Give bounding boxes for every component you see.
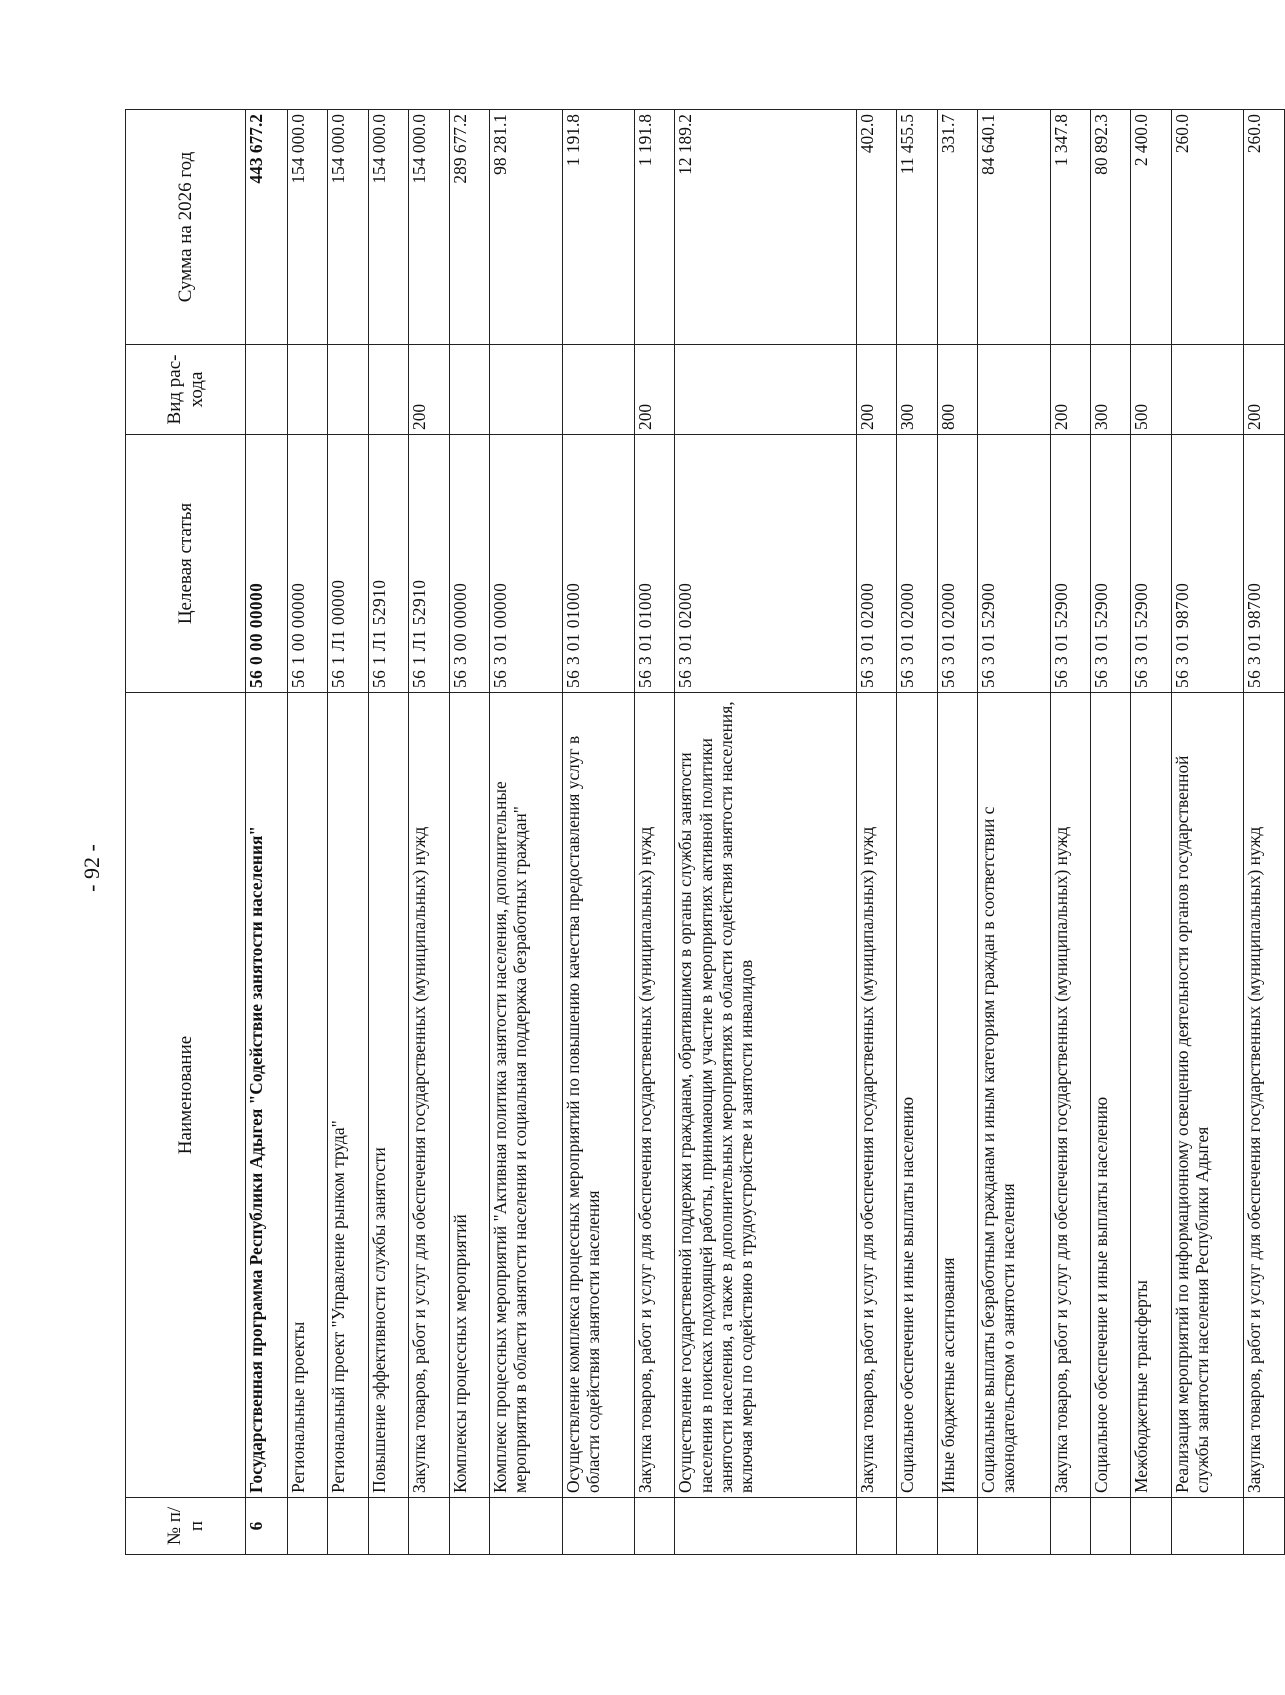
- header-code: Целевая статья: [126, 435, 246, 693]
- header-name: Наименование: [126, 693, 246, 1498]
- cell-num: [937, 1498, 977, 1555]
- table-row: [1050, 110, 1090, 1555]
- budget-table-rotated: [125, 110, 1285, 1555]
- table-row: [1091, 110, 1131, 1555]
- cell-amount: 1 191.8: [562, 110, 635, 345]
- cell-code: 56 3 01 52900: [978, 435, 1051, 693]
- table-row: [287, 110, 327, 1555]
- cell-amount: 260.0: [1171, 110, 1244, 345]
- cell-name: Закупка товаров, работ и услуг для обеспечения государственных (муниципальных) нужд: [635, 693, 675, 1498]
- cell-amount: 154 000.0: [409, 110, 449, 345]
- cell-expense-type: 300: [1091, 345, 1131, 435]
- cell-code: 56 3 01 02000: [675, 435, 856, 693]
- cell-num: [449, 1498, 489, 1555]
- cell-name: Закупка товаров, работ и услуг для обеспечения государственных (муниципальных) нужд: [409, 693, 449, 1498]
- table-row: [562, 110, 635, 1555]
- cell-amount: 260.0: [1244, 110, 1285, 345]
- table-row: [1171, 110, 1244, 1555]
- cell-expense-type: [675, 345, 856, 435]
- cell-name: Закупка товаров, работ и услуг для обеспечения государственных (муниципальных) нужд: [1244, 693, 1285, 1498]
- cell-name: Повышение эффективности службы занятости: [368, 693, 408, 1498]
- cell-name: Осуществление комплекса процессных мероприятий по повышению качества предоставления услуг в области содействия занятости населения: [562, 693, 635, 1498]
- cell-amount: 12 189.2: [675, 110, 856, 345]
- cell-num: 6: [246, 1498, 288, 1555]
- cell-code: 56 3 01 52900: [1091, 435, 1131, 693]
- cell-amount: 154 000.0: [368, 110, 408, 345]
- table-row: [328, 110, 368, 1555]
- table-row: [635, 110, 675, 1555]
- cell-num: [635, 1498, 675, 1555]
- cell-code: 56 3 00 00000: [449, 435, 489, 693]
- cell-expense-type: 200: [409, 345, 449, 435]
- cell-code: 56 3 01 02000: [937, 435, 977, 693]
- cell-expense-type: 200: [1244, 345, 1285, 435]
- cell-expense-type: [449, 345, 489, 435]
- cell-code: 56 3 01 00000: [490, 435, 563, 693]
- cell-amount: 154 000.0: [328, 110, 368, 345]
- cell-code: 56 0 00 00000: [246, 435, 288, 693]
- cell-name: Комплексы процессных мероприятий: [449, 693, 489, 1498]
- cell-amount: 98 281.1: [490, 110, 563, 345]
- cell-amount: 154 000.0: [287, 110, 327, 345]
- cell-expense-type: [562, 345, 635, 435]
- cell-num: [287, 1498, 327, 1555]
- cell-name: Осуществление государственной поддержки гражданам, обратившимся в органы службы занятости населения в поисках подходящей работы, принимающим участие в мероприятиях активной политики занятости населения, а также в дополнительных мероприятиях в области содействия занятости населения, включая меры по содействию в трудоустройстве и занятости инвалидов: [675, 693, 856, 1498]
- cell-num: [490, 1498, 563, 1555]
- cell-code: 56 3 01 52900: [1050, 435, 1090, 693]
- cell-expense-type: 300: [897, 345, 937, 435]
- cell-name: Социальное обеспечение и иные выплаты населению: [1091, 693, 1131, 1498]
- cell-num: [1244, 1498, 1285, 1555]
- cell-num: [856, 1498, 896, 1555]
- table-row: [1131, 110, 1171, 1555]
- cell-expense-type: 200: [1050, 345, 1090, 435]
- cell-amount: 289 677.2: [449, 110, 489, 345]
- cell-num: [1131, 1498, 1171, 1555]
- cell-name: Закупка товаров, работ и услуг для обеспечения государственных (муниципальных) нужд: [856, 693, 896, 1498]
- cell-code: 56 3 01 98700: [1244, 435, 1285, 693]
- cell-name: Социальное обеспечение и иные выплаты населению: [897, 693, 937, 1498]
- cell-name: Региональные проекты: [287, 693, 327, 1498]
- cell-code: 56 3 01 98700: [1171, 435, 1244, 693]
- table-row: [449, 110, 489, 1555]
- cell-name: Иные бюджетные ассигнования: [937, 693, 977, 1498]
- table-row: [246, 110, 288, 1555]
- table-row: [675, 110, 856, 1555]
- cell-amount: 80 892.3: [1091, 110, 1131, 345]
- cell-amount: 443 677.2: [246, 110, 288, 345]
- cell-name: Закупка товаров, работ и услуг для обеспечения государственных (муниципальных) нужд: [1050, 693, 1090, 1498]
- cell-amount: 11 455.5: [897, 110, 937, 345]
- cell-code: 56 1 00 00000: [287, 435, 327, 693]
- cell-amount: 1 347.8: [1050, 110, 1090, 345]
- cell-amount: 2 400.0: [1131, 110, 1171, 345]
- cell-name: Межбюджетные трансферты: [1131, 693, 1171, 1498]
- cell-expense-type: 200: [635, 345, 675, 435]
- header-amount: Сумма на 2026 год: [126, 110, 246, 345]
- cell-amount: 1 191.8: [635, 110, 675, 345]
- table-row: [409, 110, 449, 1555]
- cell-expense-type: [287, 345, 327, 435]
- cell-expense-type: 800: [937, 345, 977, 435]
- cell-expense-type: [1171, 345, 1244, 435]
- cell-expense-type: 500: [1131, 345, 1171, 435]
- budget-table: [125, 109, 1285, 1555]
- cell-num: [409, 1498, 449, 1555]
- table-header-row: [126, 110, 246, 1555]
- cell-num: [897, 1498, 937, 1555]
- cell-code: 56 3 01 01000: [635, 435, 675, 693]
- cell-amount: 84 640.1: [978, 110, 1051, 345]
- cell-num: [675, 1498, 856, 1555]
- table-row: [1244, 110, 1285, 1555]
- cell-expense-type: 200: [856, 345, 896, 435]
- cell-code: 56 3 01 01000: [562, 435, 635, 693]
- table-row: [856, 110, 896, 1555]
- cell-code: 56 3 01 02000: [856, 435, 896, 693]
- cell-num: [1171, 1498, 1244, 1555]
- cell-expense-type: [328, 345, 368, 435]
- cell-expense-type: [246, 345, 288, 435]
- cell-name: Государственная программа Республики Адыгея "Содействие занятости населения": [246, 693, 288, 1498]
- cell-num: [1050, 1498, 1090, 1555]
- cell-num: [368, 1498, 408, 1555]
- cell-num: [978, 1498, 1051, 1555]
- cell-name: Комплекс процессных мероприятий "Активная политика занятости населения, дополнительные мероприятия в области занятости населения и социальная поддержка безработных граждан": [490, 693, 563, 1498]
- header-expense-type: Вид рас-хода: [126, 345, 246, 435]
- cell-expense-type: [490, 345, 563, 435]
- cell-num: [328, 1498, 368, 1555]
- cell-code: 56 1 Л1 52910: [409, 435, 449, 693]
- cell-name: Социальные выплаты безработным гражданам и иным категориям граждан в соответствии с законодательством о занятости населения: [978, 693, 1051, 1498]
- cell-num: [562, 1498, 635, 1555]
- cell-name: Региональный проект "Управление рынком труда": [328, 693, 368, 1498]
- cell-amount: 402.0: [856, 110, 896, 345]
- table-row: [490, 110, 563, 1555]
- cell-expense-type: [978, 345, 1051, 435]
- table-row: [978, 110, 1051, 1555]
- cell-code: 56 1 Л1 52910: [368, 435, 408, 693]
- page-number: - 92 -: [79, 844, 104, 892]
- cell-code: 56 3 01 02000: [897, 435, 937, 693]
- header-num: № п/п: [126, 1498, 246, 1555]
- cell-code: 56 3 01 52900: [1131, 435, 1171, 693]
- table-row: [368, 110, 408, 1555]
- cell-num: [1091, 1498, 1131, 1555]
- cell-code: 56 1 Л1 00000: [328, 435, 368, 693]
- cell-expense-type: [368, 345, 408, 435]
- cell-amount: 331.7: [937, 110, 977, 345]
- cell-name: Реализация мероприятий по информационному освещению деятельности органов государственной службы занятости населения Республики Адыгея: [1171, 693, 1244, 1498]
- table-row: [897, 110, 937, 1555]
- table-row: [937, 110, 977, 1555]
